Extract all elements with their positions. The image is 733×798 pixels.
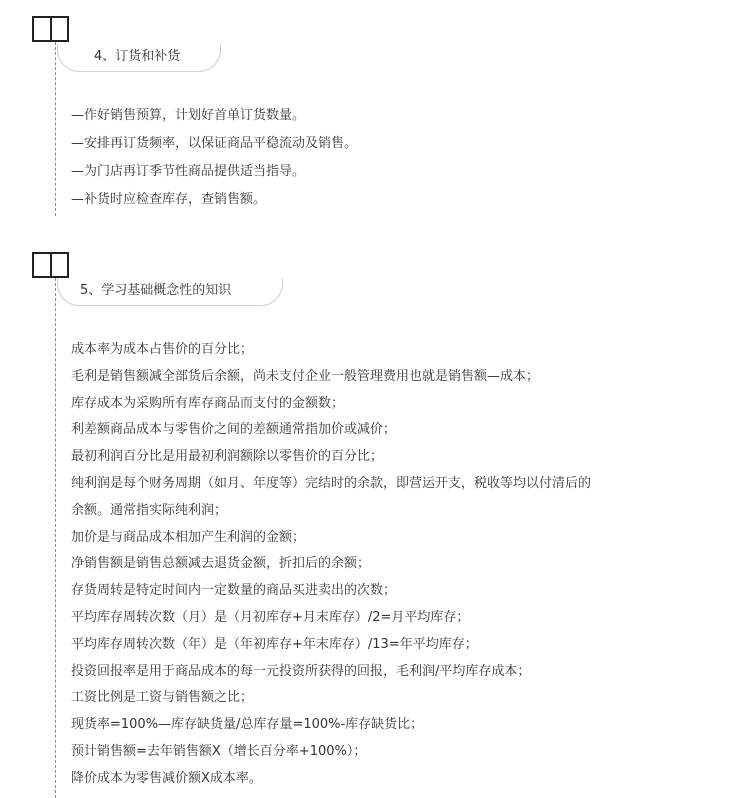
section-heading-5 — [57, 278, 283, 306]
list-item: —安排再订货频率，以保证商品平稳流动及销售。 — [71, 136, 358, 151]
list-item: 最初利润百分比是用最初利润额除以零售价的百分比； — [71, 449, 384, 465]
list-item: 存货周转是特定时间内一定数量的商品买进卖出的次数； — [71, 583, 397, 599]
list-item: 降价成本为零售减价额X成本率。 — [71, 770, 262, 786]
dashed-timeline-line — [55, 42, 56, 216]
double-box-icon — [32, 16, 69, 42]
list-item: —补货时应检查库存，查销售额。 — [71, 192, 267, 207]
section-basic-concepts — [0, 250, 733, 798]
list-item: 利差额商品成本与零售价之间的差额通常指加价或减价； — [71, 422, 397, 438]
section-heading-4 — [57, 44, 221, 72]
section-heading-text: 5、学习基础概念性的知识 — [80, 283, 232, 298]
list-item: —作好销售预算，计划好首单订货数量。 — [71, 108, 306, 123]
concepts-list — [71, 337, 591, 793]
list-item: 库存成本为采购所有库存商品而支付的金额数； — [71, 395, 345, 411]
section-ordering — [0, 0, 733, 220]
list-item: —为门店再订季节性商品提供适当指导。 — [71, 164, 306, 179]
list-item: 工资比例是工资与销售额之比； — [71, 690, 254, 706]
list-item: 加价是与商品成本相加产生利润的金额； — [71, 529, 306, 545]
list-item: 净销售额是销售总额减去退货金额，折扣后的余额； — [71, 556, 371, 572]
section-heading-text: 4、订货和补货 — [94, 49, 181, 64]
list-item: 现货率=100%—库存缺货量/总库存量=100%-库存缺货比； — [71, 717, 424, 733]
list-item: 成本率为成本占售价的百分比； — [71, 342, 254, 357]
ordering-list — [71, 102, 357, 214]
dashed-timeline-line — [55, 278, 56, 798]
list-item: 预计销售额=去年销售额X（增长百分率+100%）； — [71, 743, 367, 759]
list-item: 平均库存周转次数（月）是（月初库存+月末库存）/2=月平均库存； — [71, 609, 470, 625]
list-item: 纯利润是每个财务周期（如月、年度等）完结时的余款，即营运开支，税收等均以付清后的 — [71, 475, 592, 491]
list-item: 投资回报率是用于商品成本的每一元投资所获得的回报，毛利润/平均库存成本； — [71, 663, 531, 679]
double-box-icon — [32, 252, 69, 278]
list-item: 平均库存周转次数（年）是（年初库存+年末库存）/13=年平均库存； — [71, 636, 478, 652]
list-item: 毛利是销售额减全部货后余额，尚未支付企业一般管理费用也就是销售额—成本； — [71, 368, 540, 384]
list-item: 余额。通常指实际纯利润； — [71, 502, 228, 518]
